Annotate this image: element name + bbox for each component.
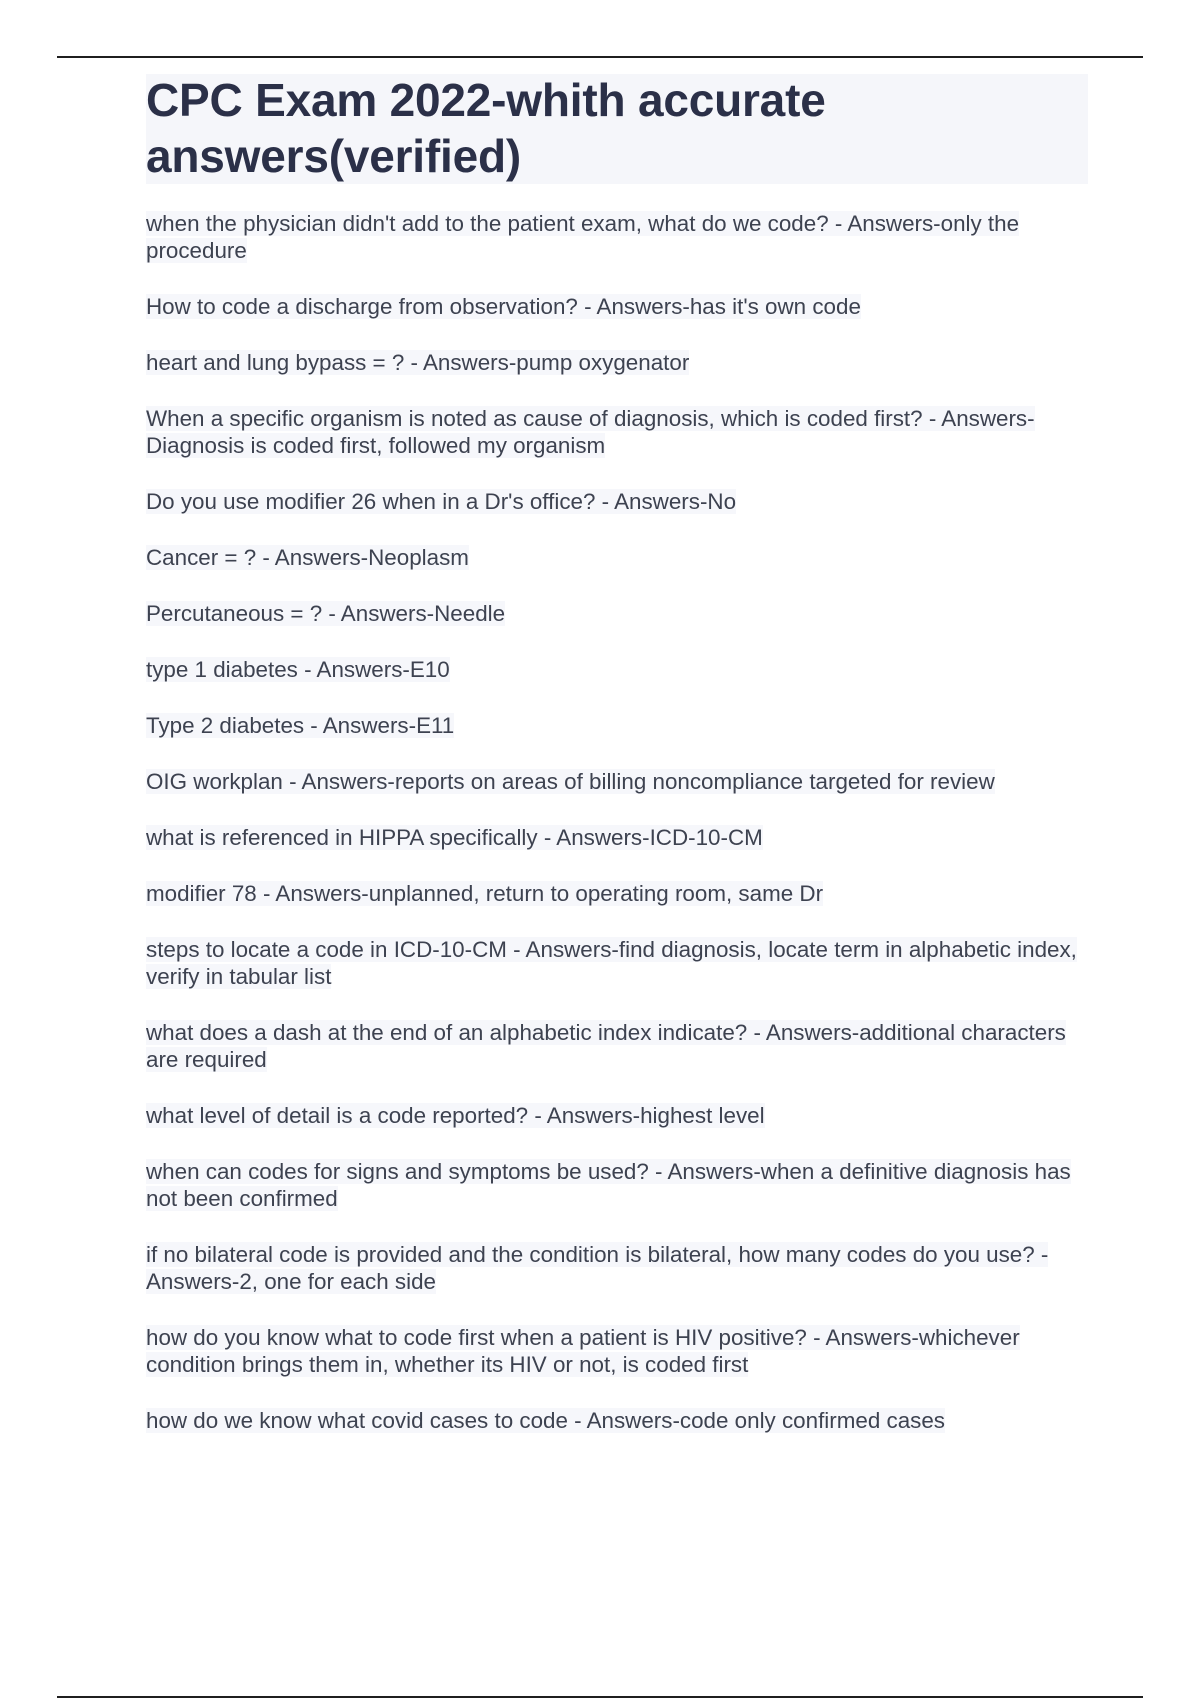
qa-item (146, 656, 1086, 683)
qa-item (146, 1158, 1086, 1212)
qa-text: heart and lung bypass = ? - Answers-pump oxygenator (146, 350, 690, 375)
qa-item (146, 712, 1086, 739)
qa-item (146, 768, 1086, 795)
qa-text: Type 2 diabetes - Answers-E11 (146, 713, 455, 738)
qa-text: when the physician didn't add to the patient exam, what do we code? - Answers-only the procedure (146, 211, 1020, 263)
qa-text: type 1 diabetes - Answers-E10 (146, 657, 450, 682)
page-title: CPC Exam 2022-whith accurate answers(verified) (146, 74, 826, 182)
qa-item (146, 1019, 1086, 1073)
qa-list (146, 210, 1086, 1463)
qa-text: Do you use modifier 26 when in a Dr's office? - Answers-No (146, 489, 737, 514)
qa-item (146, 824, 1086, 851)
qa-item (146, 600, 1086, 627)
qa-item (146, 1241, 1086, 1295)
qa-item (146, 1102, 1086, 1129)
qa-text: How to code a discharge from observation? - Answers-has it's own code (146, 294, 861, 319)
qa-item (146, 936, 1086, 990)
qa-item (146, 488, 1086, 515)
qa-text: steps to locate a code in ICD-10-CM - Answers-find diagnosis, locate term in alphabetic index, verify in tabular list (146, 937, 1077, 989)
qa-text: how do we know what covid cases to code - Answers-code only confirmed cases (146, 1408, 945, 1433)
qa-text: how do you know what to code first when a patient is HIV positive? - Answers-whichever condition brings them in, whether its HIV or not, is coded first (146, 1325, 1020, 1377)
top-rule (57, 56, 1143, 58)
qa-text: when can codes for signs and symptoms be used? - Answers-when a definitive diagnosis has not been confirmed (146, 1159, 1071, 1211)
qa-text: what does a dash at the end of an alphabetic index indicate? - Answers-additional characters are required (146, 1020, 1066, 1072)
qa-item (146, 1324, 1086, 1378)
qa-text: what level of detail is a code reported? - Answers-highest level (146, 1103, 765, 1128)
qa-item (146, 210, 1086, 264)
qa-text: When a specific organism is noted as cause of diagnosis, which is coded first? - Answers-Diagnosis is coded first, followed my organism (146, 406, 1035, 458)
qa-item (146, 405, 1086, 459)
qa-text: Cancer = ? - Answers-Neoplasm (146, 545, 469, 570)
qa-text: what is referenced in HIPPA specifically - Answers-ICD-10-CM (146, 825, 763, 850)
qa-item (146, 880, 1086, 907)
qa-item (146, 1407, 1086, 1434)
qa-text: Percutaneous = ? - Answers-Needle (146, 601, 506, 626)
qa-text: OIG workplan - Answers-reports on areas of billing noncompliance targeted for review (146, 769, 995, 794)
qa-text: modifier 78 - Answers-unplanned, return to operating room, same Dr (146, 881, 824, 906)
qa-text: if no bilateral code is provided and the condition is bilateral, how many codes do you use? - Answers-2, one for each side (146, 1242, 1049, 1294)
bottom-rule (57, 1696, 1143, 1698)
qa-item (146, 293, 1086, 320)
qa-item (146, 349, 1086, 376)
qa-item (146, 544, 1086, 571)
